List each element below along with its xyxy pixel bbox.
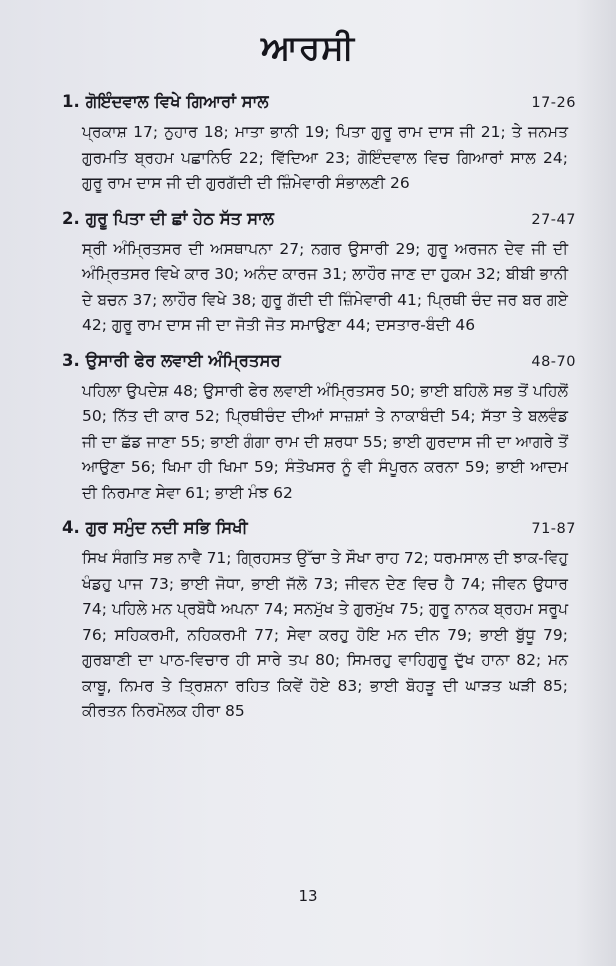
table-of-contents bbox=[54, 92, 576, 737]
chapter-2 bbox=[54, 209, 576, 339]
chapter-heading bbox=[54, 351, 576, 379]
chapter-number: 2. bbox=[62, 208, 80, 228]
chapter-heading bbox=[54, 209, 576, 237]
page-title: ਆਰਸੀ bbox=[261, 28, 355, 68]
chapter-title bbox=[54, 518, 248, 538]
chapter-title-text: ਗੁਰੂ ਪਿਤਾ ਦੀ ਛਾਂ ਹੇਠ ਸੱਤ ਸਾਲ bbox=[85, 208, 274, 228]
chapter-entries: ਪਹਿਲਾ ਉਪਦੇਸ਼ 48; ਉਸਾਰੀ ਫੇਰ ਲਵਾਈ ਅੰਮ੍ਰਿਤਸਰ 50; ਭਾਈ ਬਹਿਲੋ ਸਭ ਤੋਂ ਪਹਿਲੋਂ 50; ਨਿੱਤ ਦੀ ਕਾਰ 52; ਪ੍ਰਿਥੀਚੰਦ ਦੀਆਂ ਸਾਜ਼ਸ਼ਾਂ ਤੇ ਨਾਕਾਬੰਦੀ 54; ਸੱਤਾ ਤੇ ਬਲਵੰਡ ਜੀ ਦਾ ਛੱਡ ਜਾਣਾ 55; ਭਾਈ ਗੰਗਾ ਰਾਮ ਦੀ ਸ਼ਰਧਾ 55; ਭਾਈ ਗੁਰਦਾਸ ਜੀ ਦਾ ਆਗਰੇ ਤੋਂ ਆਉਣਾ 56; ਖਿਮਾ ਹੀ ਖਿਮਾ 59; ਸੰਤੋਖਸਰ ਨੂੰ ਵੀ ਸੰਪੂਰਨ ਕਰਨਾ 59; ਭਾਈ ਆਦਮ ਦੀ ਨਿਰਮਾਣ ਸੇਵਾ 61; ਭਾਈ ਮੰਝ 62 bbox=[82, 381, 568, 502]
chapter-3 bbox=[54, 351, 576, 507]
chapter-heading bbox=[54, 518, 576, 546]
chapter-page-range: 27-47 bbox=[531, 211, 576, 228]
chapter-title bbox=[54, 92, 269, 112]
chapter-title-text: ਗੋਇੰਦਵਾਲ ਵਿਖੇ ਗਿਆਰਾਂ ਸਾਲ bbox=[85, 92, 269, 111]
chapter-number: 1. bbox=[62, 92, 80, 111]
chapter-page-range: 71-87 bbox=[531, 521, 576, 537]
chapter-title bbox=[54, 351, 281, 371]
chapter-number: 4. bbox=[62, 518, 80, 537]
chapter-title-text: ਗੁਰ ਸਮੁੰਦ ਨਦੀ ਸਭਿ ਸਿਖੀ bbox=[85, 518, 248, 537]
chapter-page-range: 17-26 bbox=[531, 95, 576, 111]
chapter-title-text: ਉਸਾਰੀ ਫੇਰ ਲਵਾਈ ਅੰਮ੍ਰਿਤਸਰ bbox=[85, 350, 281, 370]
chapter-entries: ਸਿਖ ਸੰਗਤਿ ਸਭ ਨਾਵੈ 71; ਗ੍ਰਿਹਸਤ ਉੱਚਾ ਤੇ ਸੌਖਾ ਰਾਹ 72; ਧਰਮਸਾਲ ਦੀ ਝਾਕ-ਵਿਹੁ ਖੰਡਹੁ ਪਾਜ 73; ਭਾਈ ਜੋਧਾ, ਭਾਈ ਜੱਲੋ 73; ਜੀਵਨ ਦੇਣ ਵਿਚ ਹੈ 74; ਜੀਵਨ ਉਧਾਰ 74; ਪਹਿਲੇ ਮਨ ਪ੍ਰਬੋਧੈ ਅਪਨਾ 74; ਸਨਮੁੱਖ ਤੇ ਗੁਰਮੁੱਖ 75; ਗੁਰੂ ਨਾਨਕ ਬ੍ਰਹਮ ਸਰੂਪ 76; ਸਹਿਕਰਮੀ, ਨਹਿਕਰਮੀ 77; ਸੇਵਾ ਕਰਹੁ ਹੋਇ ਮਨ ਦੀਨ 79; ਭਾਈ ਬੁੱਧੂ 79; ਗੁਰਬਾਣੀ ਦਾ ਪਾਠ-ਵਿਚਾਰ ਹੀ ਸਾਰੇ ਤਪ 80; ਸਿਮਰਹੁ ਵਾਹਿਗੁਰੂ ਦੁੱਖ ਹਾਨਾ 82; ਮਨ ਕਾਬੂ, ਨਿਮਰ ਤੇ ਤ੍ਰਿਸ਼ਨਾ ਰਹਿਤ ਕਿਵੇਂ ਹੋਏ 83; ਭਾਈ ਬੋਹੜੂ ਦੀ ਘਾੜਤ ਘੜੀ 85; ਕੀਰਤਨ ਨਿਰਮੋਲਕ ਹੀਰਾ 85 bbox=[82, 549, 568, 720]
chapter-heading bbox=[54, 92, 576, 120]
page-edge-shadow bbox=[576, 0, 616, 966]
chapter-4 bbox=[54, 518, 576, 725]
chapter-page-range: 48-70 bbox=[531, 353, 576, 370]
chapter-1 bbox=[54, 92, 576, 197]
chapter-entries: ਸ੍ਰੀ ਅੰਮ੍ਰਿਤਸਰ ਦੀ ਅਸਥਾਪਨਾ 27; ਨਗਰ ਉਸਾਰੀ 29; ਗੁਰੂ ਅਰਜਨ ਦੇਵ ਜੀ ਦੀ ਅੰਮ੍ਰਿਤਸਰ ਵਿਖੇ ਕਾਰ 30; ਅਨੰਦ ਕਾਰਜ 31; ਲਾਹੌਰ ਜਾਣ ਦਾ ਹੁਕਮ 32; ਬੀਬੀ ਭਾਨੀ ਦੇ ਬਚਨ 37; ਲਾਹੌਰ ਵਿਖੇ 38; ਗੁਰੂ ਗੱਦੀ ਦੀ ਜ਼ਿੰਮੇਵਾਰੀ 41; ਪ੍ਰਿਥੀ ਚੰਦ ਜਰ ਬਰ ਗਏ 42; ਗੁਰੂ ਰਾਮ ਦਾਸ ਜੀ ਦਾ ਜੋਤੀ ਜੋਤ ਸਮਾਉਣਾ 44; ਦਸਤਾਰ-ਬੰਦੀ 46 bbox=[82, 239, 568, 334]
page-number: 13 bbox=[298, 887, 318, 905]
chapter-entries: ਪ੍ਰਕਾਸ਼ 17; ਨੁਹਾਰ 18; ਮਾਤਾ ਭਾਨੀ 19; ਪਿਤਾ ਗੁਰੂ ਰਾਮ ਦਾਸ ਜੀ 21; ਤੇ ਜਨਮਤ ਗੁਰਮਤਿ ਬ੍ਰਹਮ ਪਛਾਨਿਓ 22; ਵਿੱਦਿਆ 23; ਗੋਇੰਦਵਾਲ ਵਿਚ ਗਿਆਰਾਂ ਸਾਲ 24; ਗੁਰੂ ਰਾਮ ਦਾਸ ਜੀ ਦੀ ਗੁਰਗੱਦੀ ਦੀ ਜ਼ਿੰਮੇਵਾਰੀ ਸੰਭਾਲਣੀ 26 bbox=[82, 123, 568, 192]
chapter-number: 3. bbox=[62, 350, 80, 370]
chapter-title bbox=[54, 209, 274, 229]
